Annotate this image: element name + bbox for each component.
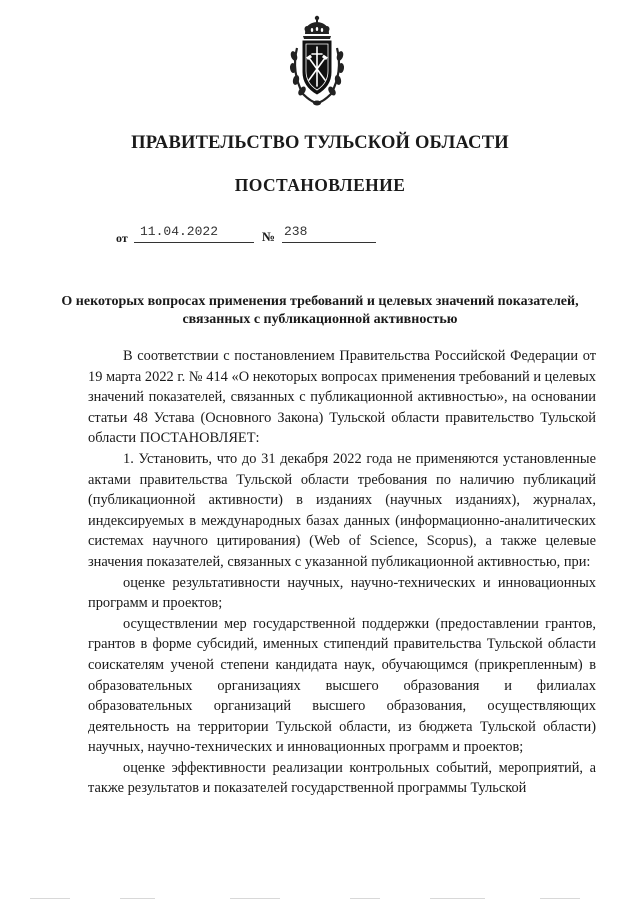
document-subject: О некоторых вопросах применения требований и целевых значений показателей, связанных с публикационной активностью bbox=[61, 294, 579, 327]
subitem-2-paragraph: осуществлении мер государственной поддержки (предоставлении грантов, грантов в форме субсидий, именных стипендий правительства Тульской области соискателям ученой степени кандидата наук, обучающимся (прикрепленным) в образовательных организациях высшего образования и филиалах образовательных организаций высшего образования, осуществляющих деятельность на территории Тульской области, из бюджета Тульской области) научных, научно-технических и инновационных программ и проектов; bbox=[88, 615, 596, 756]
date-value: 11.04.2022 bbox=[140, 224, 219, 239]
document-type-heading: ПОСТАНОВЛЕНИЕ bbox=[234, 175, 406, 195]
date-label: от bbox=[116, 231, 128, 245]
number-label: № bbox=[262, 229, 276, 244]
item-1-paragraph: 1. Установить, что до 31 декабря 2022 года не применяются установленные актами правительства Тульской области требования по наличию публикаций (публикационной активности) в изданиях (научных изданиях), журналах, индексируемых в международных базах данных (информационно-аналитических системах научного цитирования) (Web of Science, Scopus), а также целевые значения показателей, связанных с указанной публикационной активностью, при: bbox=[88, 450, 596, 570]
date-underline bbox=[134, 242, 254, 243]
organization-title: ПРАВИТЕЛЬСТВО ТУЛЬСКОЙ ОБЛАСТИ bbox=[131, 133, 509, 153]
number-underline bbox=[282, 242, 376, 243]
coat-of-arms-icon bbox=[287, 14, 347, 106]
subitem-1-paragraph: оценке результативности научных, научно-технических и инновационных программ и проектов; bbox=[88, 574, 596, 612]
subitem-3-paragraph: оценке эффективности реализации контрольных событий, мероприятий, а также результатов и показателей государственной программы Тульской bbox=[88, 759, 596, 797]
scan-edge-marks bbox=[0, 895, 640, 899]
preamble-paragraph: В соответствии с постановлением Правительства Российской Федерации от 19 марта 2022 г. № 414 «О некоторых вопросах применения требований и целевых значений показателей, связанных с публикационной активностью», на основании статьи 48 Устава (Основного Закона) Тульской области правительство Тульской области ПОСТАНОВЛЯЕТ: bbox=[88, 348, 596, 447]
document-body bbox=[88, 346, 596, 799]
number-value: 238 bbox=[284, 224, 308, 239]
